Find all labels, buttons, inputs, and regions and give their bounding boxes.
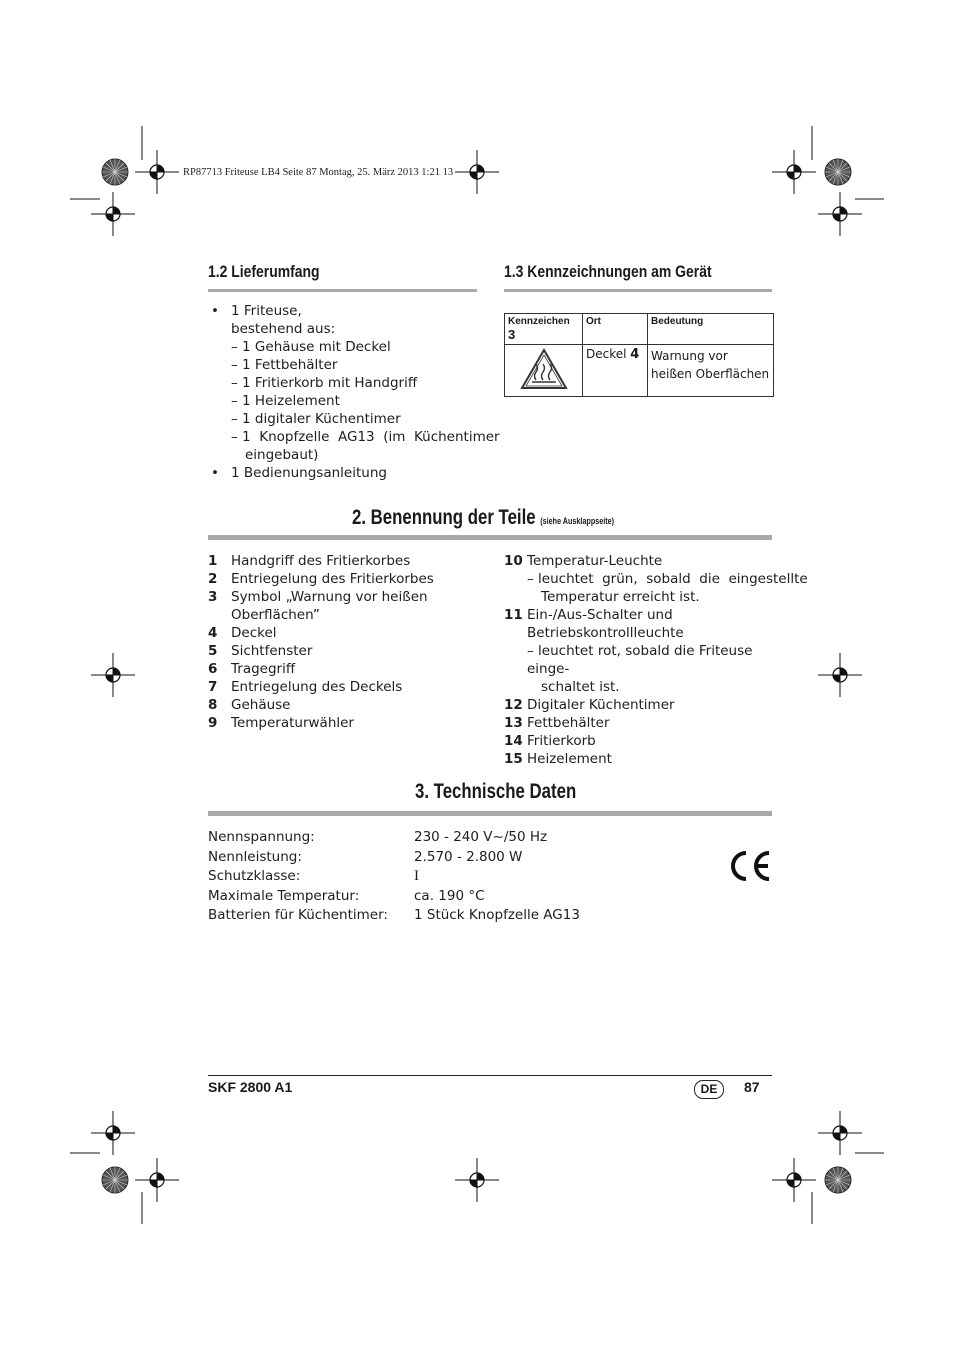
list-item: – leuchtet grün, sobald die eingestellte (527, 571, 808, 587)
list-item: 7 Entriegelung des Deckels (208, 679, 403, 695)
list-item-text: bestehend aus: (231, 321, 336, 337)
list-item: Temperatur erreicht ist. (541, 589, 700, 605)
table-header-ort: Ort (583, 314, 648, 345)
list-item: 6 Tragegriff (208, 661, 296, 677)
sub-item: – 1 Heizelement (231, 393, 340, 409)
parts-list-right (504, 552, 808, 768)
parts-list-left (208, 552, 478, 732)
divider (208, 811, 772, 816)
table-cell-ort: Deckel 4 (583, 345, 648, 397)
divider (208, 535, 772, 540)
list-item: 11 Ein-/Aus-Schalter und (504, 607, 673, 623)
sub-item: – 1 Fritierkorb mit Handgriff (231, 375, 418, 391)
language-badge: DE (694, 1080, 724, 1099)
footer-divider (208, 1075, 772, 1076)
page-number: 87 (744, 1079, 760, 1095)
list-item (208, 464, 478, 482)
tech-data-table (208, 828, 628, 926)
table-row (208, 828, 628, 848)
bullet-icon: • (211, 465, 219, 481)
sub-item: eingebaut) (245, 447, 319, 463)
tech-label: Nennspannung: (208, 829, 315, 845)
table-cell-bedeutung: Warnung vor heißen Oberflächen (648, 345, 774, 397)
list-item-text: 1 Friteuse, (231, 303, 302, 319)
heading-benennung: 2. Benennung der Teile (siehe Ausklappseite) (352, 506, 615, 529)
tech-value: I (414, 868, 419, 884)
list-item (208, 302, 478, 320)
tech-value: 230 - 240 V~/50 Hz (414, 829, 548, 845)
ce-mark-icon (727, 849, 773, 883)
sub-item: – 1 digitaler Küchentimer (231, 411, 401, 427)
table-row (208, 887, 628, 907)
hot-surface-warning-icon (505, 345, 583, 397)
heading-kennzeichnungen: 1.3 Kennzeichnungen am Gerät (504, 262, 712, 281)
list-item: 4 Deckel (208, 625, 277, 641)
table-row (208, 867, 628, 887)
list-item: 8 Gehäuse (208, 697, 291, 713)
tech-value: ca. 190 °C (414, 887, 485, 904)
heading-technische-daten: 3. Technische Daten (415, 780, 577, 803)
sub-item: – 1 Fettbehälter (231, 357, 338, 373)
lieferumfang-list (208, 302, 500, 482)
bullet-icon: • (211, 303, 219, 319)
list-item: 12 Digitaler Küchentimer (504, 697, 675, 713)
list-item: 15 Heizelement (504, 751, 612, 767)
print-info: RP87713 Friteuse LB4 Seite 87 Montag, 25. März 2013 1:21 13 (183, 167, 454, 178)
list-item: 9 Temperaturwähler (208, 715, 354, 731)
tech-value: 2.570 - 2.800 W (414, 848, 523, 865)
list-item: 2 Entriegelung des Fritierkorbes (208, 571, 434, 587)
table-header-bedeutung: Bedeutung (648, 314, 774, 345)
list-item: 10 Temperatur-Leuchte (504, 553, 663, 569)
sub-item: – 1 Knopfzelle AG13 (im Küchentimer (231, 429, 500, 445)
list-item: – leuchtet rot, sobald die Friteuse einge- (527, 643, 753, 677)
heading-lieferumfang: 1.2 Lieferumfang (208, 262, 320, 281)
list-item: 14 Fritierkorb (504, 733, 596, 749)
tech-label: Nennleistung: (208, 848, 302, 865)
divider (208, 289, 477, 292)
list-item: schaltet ist. (541, 679, 620, 695)
list-item: 1 Handgriff des Fritierkorbes (208, 553, 411, 569)
table-header-kennzeichen: Kennzeichen 3 (505, 314, 583, 345)
list-item-text: 1 Bedienungsanleitung (231, 465, 387, 481)
footer-model: SKF 2800 A1 (208, 1079, 293, 1095)
tech-label: Batterien für Küchentimer: (208, 907, 388, 923)
tech-value: 1 Stück Knopfzelle AG13 (414, 907, 580, 923)
list-item: 5 Sichtfenster (208, 643, 313, 659)
table-row (208, 906, 628, 926)
list-item: Oberflächen” (231, 607, 320, 623)
divider (504, 289, 772, 292)
sub-item: – 1 Gehäuse mit Deckel (231, 339, 391, 355)
kennzeichen-table (504, 313, 774, 397)
list-item: Betriebskontrollleuchte (527, 625, 684, 641)
tech-label: Schutzklasse: (208, 868, 301, 884)
list-item: 13 Fettbehälter (504, 715, 610, 731)
table-row (208, 848, 628, 868)
list-item: 3 Symbol „Warnung vor heißen (208, 589, 428, 605)
tech-label: Maximale Temperatur: (208, 887, 360, 904)
